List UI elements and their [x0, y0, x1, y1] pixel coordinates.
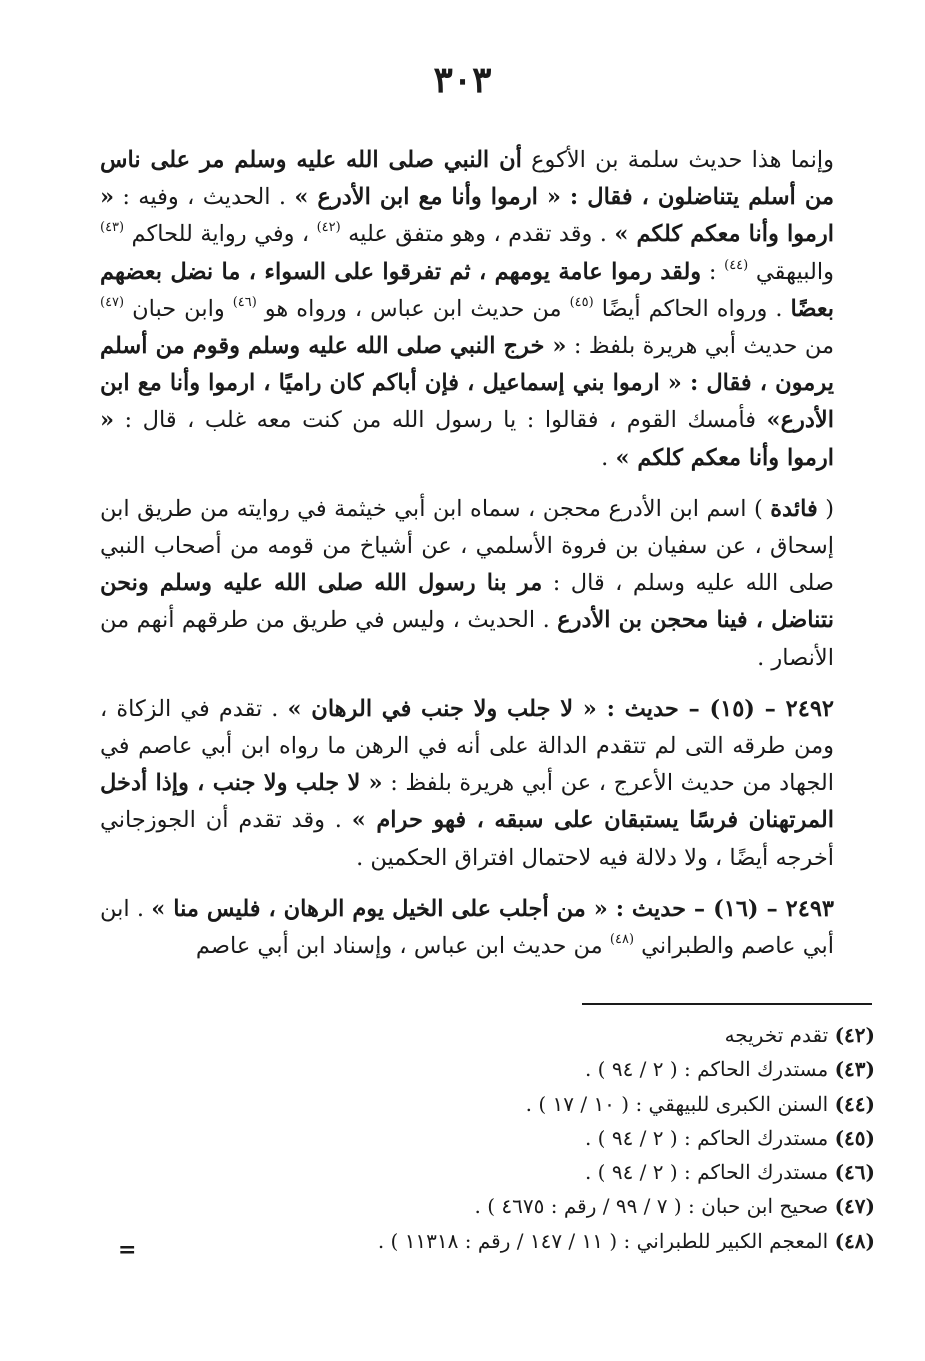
bold-text: أن النبي صلى الله عليه وسلم مر على ناس من أسلم يتناضلون ، فقال : « ارموا وأنا مع ابن الأدرع »: [100, 147, 834, 211]
footnote-text: مستدرك الحاكم : ( ٢ / ٩٤ ) .: [584, 1057, 829, 1082]
footnote-text: صحيح ابن حبان : ( ٧ / ٩٩ / رقم : ٤٦٧٥ ) .: [474, 1194, 829, 1219]
footnote-text: المعجم الكبير للطبراني : ( ١١ / ١٤٧ / رقم : ١١٣١٨ ) .: [377, 1228, 829, 1253]
continuation-mark: =: [118, 1237, 137, 1263]
paragraph-faida: [100, 491, 834, 677]
bold-text: « خرج النبي صلى الله عليه وسلم وقوم من أسلم يرمون ، فقال : « ارموا بني إسماعيل ، فإن أباكم كان راميًا ، ارموا وأنا مع ابن الأدرع»: [100, 333, 834, 434]
footnote: [100, 1052, 875, 1086]
text-run: وإنما هذا حديث سلمة بن الأكوع: [521, 147, 834, 173]
footnote-number: (٤٢): [834, 1023, 875, 1047]
footnote: [100, 1087, 875, 1121]
footnote: [100, 1224, 875, 1258]
footnote: [100, 1018, 875, 1052]
footnote-separator: [582, 1003, 872, 1005]
bold-text: مر بنا رسول الله صلى الله عليه وسلم ونحن نتناضل ، فينا محجن بن الأدرع: [100, 570, 834, 634]
bold-text: ٢٤٩٢ – (١٥) – حديث : « لا جلب ولا جنب في الرهان »: [287, 695, 835, 722]
page-number: ٣٠٣: [433, 59, 492, 101]
bold-text: ولقد رموا عامة يومهم ، ثم تفرقوا على السواء ، ما نضل بعضهم بعضًا: [100, 258, 834, 322]
footnote-text: مستدرك الحاكم : ( ٢ / ٩٤ ) .: [584, 1160, 829, 1185]
footnotes: [100, 1018, 875, 1258]
bold-text: « ارموا وأنا معكم كلكم »: [100, 407, 834, 471]
bold-text: ٢٤٩٣ – (١٦) – حديث : « من أجلب على الخيل يوم الرهان ، فليس منا »: [151, 895, 834, 922]
footnote-ref: (٤٥): [569, 294, 594, 310]
text-run: من حديث ابن عباس ، ورواه هو: [256, 295, 570, 322]
paragraph-hadith-salama: [100, 142, 834, 477]
footnote-ref: (٤٧): [100, 294, 125, 310]
footnote-ref: (٤٤): [724, 257, 749, 273]
footnote-ref: (٤٨): [609, 932, 635, 948]
footnote-text: السنن الكبرى للبيهقي : ( ١٠ / ١٧ ) .: [525, 1091, 829, 1116]
footnote-ref: (٤٢): [316, 220, 341, 236]
text-run: . وقد تقدم أن الجوزجاني أخرجه أيضًا ، ولا دلالة فيه لاحتمال افتراق الحكمين .: [100, 807, 834, 871]
footnote-number: (٤٧): [834, 1194, 875, 1219]
text-run: . الحديث ، وفيه :: [114, 184, 295, 211]
text-run: . ورواه الحاكم أيضًا: [593, 295, 791, 322]
bold-text: « ارموا وأنا معكم كلكم »: [100, 184, 834, 248]
footnote-number: (٤٨): [834, 1228, 875, 1253]
text-run: وابن حبان: [124, 295, 233, 322]
footnote-text: مستدرك الحاكم : ( ٢ / ٩٤ ) .: [584, 1125, 829, 1150]
footnote-ref: (٤٣): [100, 220, 125, 236]
text-run: . الحديث ، وليس في طريق من طرقهم أنهم من الأنصار .: [100, 607, 834, 671]
text-run: من حديث أبي هريرة بلفظ :: [566, 333, 834, 360]
text-run: من حديث ابن عباس ، وإسناد ابن أبي عاصم: [195, 933, 610, 960]
paragraph-hadith-2492: [100, 691, 834, 877]
text-run: . ابن أبي عاصم والطبراني: [100, 895, 834, 960]
text-run: . وقد تقدم ، وهو متفق عليه: [340, 221, 615, 248]
footnote-number: (٤٥): [834, 1125, 875, 1150]
footnote: [100, 1121, 875, 1155]
text-run: . تقدم في الزكاة ، ومن طرقه التى لم تتقدم الدالة على أنه في الرهن ما رواه ابن أبي عاصم في الجهاد من حديث الأعرج ، عن أبي هريرة بلفظ :: [100, 695, 834, 797]
text-run: ، وفي رواية للحاكم: [124, 221, 317, 248]
footnote: [100, 1189, 875, 1223]
footnote-number: (٤٦): [834, 1160, 875, 1185]
footnote-number: (٤٤): [834, 1091, 875, 1116]
bold-text: فائدة: [770, 495, 818, 522]
paragraph-hadith-2493: [100, 891, 834, 965]
main-text: [100, 142, 834, 965]
text-run: :: [701, 258, 725, 285]
text-run: .: [601, 444, 616, 471]
footnote: [100, 1155, 875, 1189]
footnote-ref: (٤٦): [232, 294, 257, 310]
text-run: ) اسم ابن الأدرع محجن ، سماه ابن أبي خيثمة في روايته من طريق ابن إسحاق ، عن سفيان بن فروة الأسلمي ، عن أشياخ من قومه من أصحاب النبي صلى الله عليه وسلم ، قال :: [100, 495, 834, 597]
text-run: والبيهقي: [748, 258, 834, 285]
text-run: فأمسك القوم ، فقالوا : يا رسول الله من كنت معه غلب ، قال :: [114, 407, 767, 434]
bold-text: « لا جلب ولا جنب ، وإذا أدخل المرتهنان فرسًا يستبقان على سبقه ، فهو حرام »: [100, 770, 835, 834]
text-run: (: [817, 495, 834, 522]
footnote-number: (٤٣): [834, 1057, 875, 1082]
footnote-text: تقدم تخريجه: [724, 1023, 829, 1047]
